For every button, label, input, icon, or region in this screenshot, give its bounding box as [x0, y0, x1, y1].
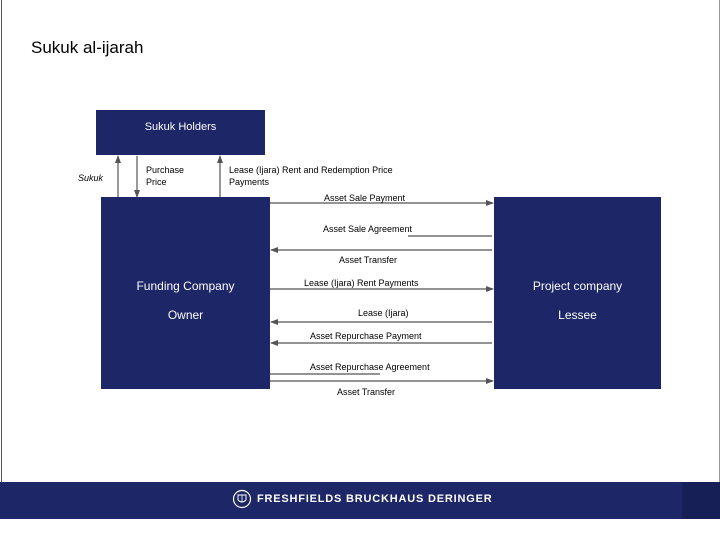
sukuk-holders-label: Sukuk Holders [144, 121, 217, 133]
asset-transfer-2-label: Asset Transfer [337, 387, 396, 397]
slide-title: Sukuk al-ijarah [31, 38, 144, 57]
funding-company-role: Owner [167, 308, 204, 322]
sukuk-label: Sukuk [78, 173, 104, 183]
lease-rent-redemption-label: Lease (Ijara) Rent and Redemption Price Payments [229, 165, 393, 187]
firm-name: FRESHFIELDS BRUCKHAUS DERINGER [257, 493, 493, 505]
project-company-role: Lessee [558, 308, 597, 322]
asset-transfer-1-label: Asset Transfer [339, 255, 398, 265]
funding-company-name: Funding Company [136, 279, 235, 293]
project-company-name: Project company [532, 279, 623, 293]
lease-rent-payments-label: Lease (Ijara) Rent Payments [304, 278, 419, 288]
footer-corner-block [682, 482, 720, 519]
lease-label: Lease (Ijara) [358, 308, 409, 318]
purchase-price-label: Purchase Price [146, 165, 185, 187]
asset-sale-agreement-label: Asset Sale Agreement [323, 224, 413, 234]
asset-repurchase-payment-label: Asset Repurchase Payment [310, 331, 422, 341]
asset-repurchase-agreement-label: Asset Repurchase Agreement [310, 362, 430, 372]
asset-sale-payment-label: Asset Sale Payment [324, 193, 406, 203]
firm-crest-icon [232, 489, 252, 509]
